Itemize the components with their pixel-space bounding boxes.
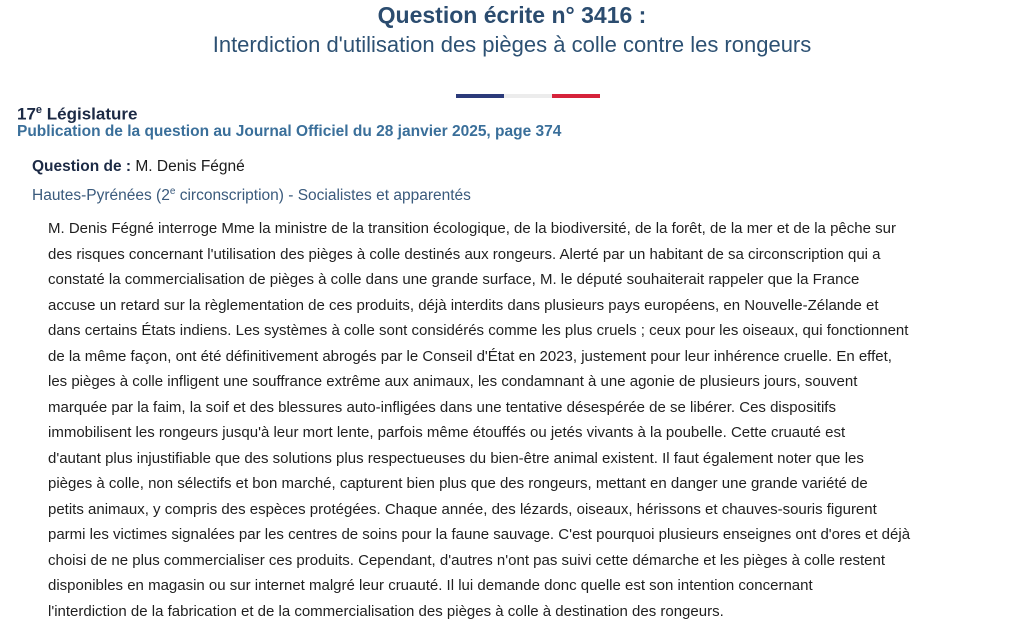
question-line: petits animaux, y compris des espèces protégées. Chaque année, des lézards, oiseaux, hérissons et chauves-souris figurent — [48, 500, 877, 518]
question-line: constaté la commercialisation de pièges à colle dans une grande surface, M. le député souhaiterait rappeler que la France — [48, 271, 860, 288]
author-label: Question de : — [32, 158, 132, 175]
question-line: M. Denis Fégné interroge Mme la ministre de la transition écologique, de la biodiversité, de la forêt, de la mer et de la pêche sur — [48, 220, 896, 237]
question-line: des risques concernant l'utilisation des pièges à colle destinés aux rongeurs. Alerté par un habitant de sa circonscription qui a — [48, 245, 881, 263]
page-title: Question écrite n° 3416 : — [377, 2, 647, 28]
question-line: d'autant plus injustifiable que des solutions plus respectueuses du bien-être animal existent. Il faut également noter que les — [48, 449, 864, 467]
constituency-sup: e — [169, 186, 176, 197]
flag-white-stripe — [504, 94, 552, 98]
author-name: M. Denis Fégné — [135, 158, 245, 175]
question-line: pièges à colle, non sélectifs et bon marché, capturent bien plus que des rongeurs, mettant en danger une grande variété de — [48, 475, 868, 492]
question-line: choisi de ne plus commercialiser ces produits. Cependant, d'autres n'ont pas suivi cette démarche et les pièges à colle restent — [48, 551, 886, 569]
flag-blue-stripe — [456, 94, 504, 98]
question-line: dans certains États indiens. Les systèmes à colle sont considérés comme les plus cruels ; ceux pour les oiseaux, qui fonctionnent — [48, 322, 909, 339]
legislature-number: 17 — [17, 104, 36, 124]
question-author — [32, 156, 245, 178]
question-line: immobilisent les rongeurs jusqu'à leur mort lente, parfois même étouffés ou jetés vivants à la poubelle. Cette cruauté est — [48, 424, 846, 441]
flag-red-stripe — [552, 94, 600, 98]
question-line: de la même façon, ont été définitivement abrogés par le Conseil d'État en 2023, justement pour leur inhérence cruelle. En effet, — [48, 347, 892, 365]
author-constituency — [32, 181, 471, 207]
question-line: l'interdiction de la fabrication et de la commercialisation des pièges à colle à destination des rongeurs. — [48, 602, 724, 620]
question-line: disponibles en magasin ou sur internet malgré leur cruauté. Il lui demande donc quelle est son intention concernant — [48, 577, 813, 594]
publication-info: Publication de la question au Journal Officiel du 28 janvier 2025, page 374 — [17, 123, 562, 140]
tricolor-flag-divider — [456, 94, 600, 98]
legislature-label: Législature — [46, 104, 138, 124]
question-line: les pièges à colle infligent une souffrance extrême aux animaux, les condamnant à une agonie de plusieurs jours, souvent — [48, 373, 858, 390]
question-line: parmi les victimes signalées par les centres de soins pour la faune sauvage. C'est pourquoi plusieurs enseignes ont d'ores et déjà — [48, 526, 911, 543]
question-line: marquée par la faim, la soif et des blessures auto-infligées dans une tentative désespérée de se libérer. Ces dispositifs — [48, 398, 836, 416]
constituency-suffix: circonscription) - Socialistes et apparentés — [175, 187, 471, 205]
question-line: accuse un retard sur la règlementation de ces produits, déjà interdits dans plusieurs pays européens, en Nouvelle-Zélande et — [48, 296, 879, 314]
constituency-prefix: Hautes-Pyrénées (2 — [32, 187, 170, 205]
legislature-sup: e — [35, 104, 43, 116]
page-subtitle: Interdiction d'utilisation des pièges à colle contre les rongeurs — [212, 32, 812, 57]
question-text — [48, 216, 1016, 624]
